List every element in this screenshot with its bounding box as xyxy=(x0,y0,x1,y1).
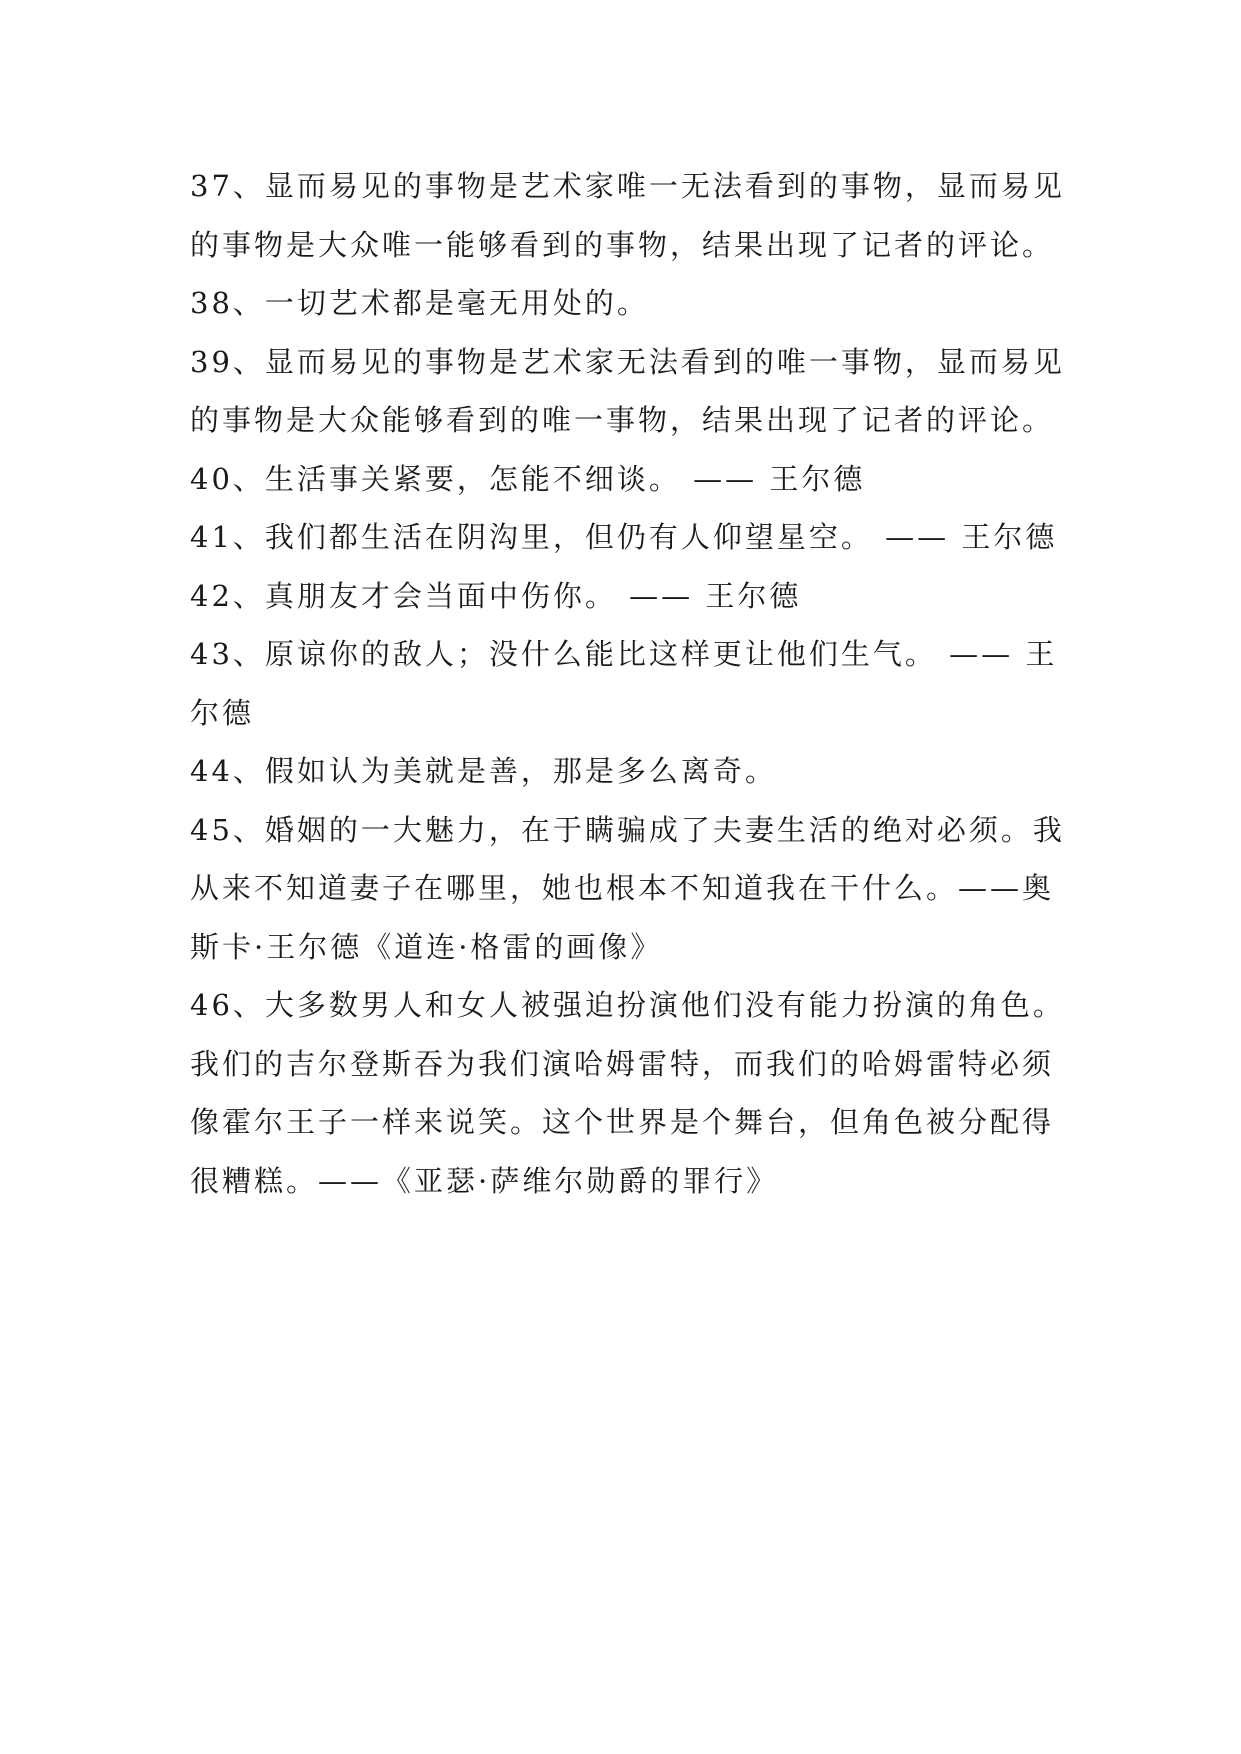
quote-item-42: 42、真朋友才会当面中伤你。 —— 王尔德 xyxy=(190,578,802,613)
quote-item-41: 41、我们都生活在阴沟里，但仍有人仰望星空。 —— 王尔德 xyxy=(190,520,1058,554)
quote-item-39: 39、显而易见的事物是艺术家无法看到的唯一事物，显而易见的事物是大众能够看到的唯一事物，结果出现了记者的评论。 xyxy=(190,344,1065,437)
quote-item-45: 45、婚姻的一大魅力，在于瞒骗成了夫妻生活的绝对必须。我从来不知道妻子在哪里，她也根本不知道我在干什么。——奥斯卡·王尔德《道连·格雷的画像》 xyxy=(190,812,1065,964)
quote-item-37: 37、显而易见的事物是艺术家唯一无法看到的事物，显而易见的事物是大众唯一能够看到的事物，结果出现了记者的评论。 xyxy=(190,169,1065,262)
quote-item-44: 44、假如认为美就是善，那是多么离奇。 xyxy=(190,754,777,788)
quote-item-46: 46、大多数男人和女人被强迫扮演他们没有能力扮演的角色。我们的吉尔登斯吞为我们演哈姆雷特，而我们的哈姆雷特必须像霍尔王子一样来说笑。这个世界是个舞台，但角色被分配得很糟糕。——《亚瑟·萨维尔勋爵的罪行》 xyxy=(190,988,1065,1198)
quote-item-43: 43、原谅你的敌人；没什么能比这样更让他们生气。 —— 王尔德 xyxy=(190,637,1058,730)
quote-list xyxy=(190,157,1070,1210)
quote-item-40: 40、生活事关紧要，怎能不细谈。 —— 王尔德 xyxy=(190,461,866,496)
quote-item-38: 38、一切艺术都是毫无用处的。 xyxy=(190,286,649,320)
